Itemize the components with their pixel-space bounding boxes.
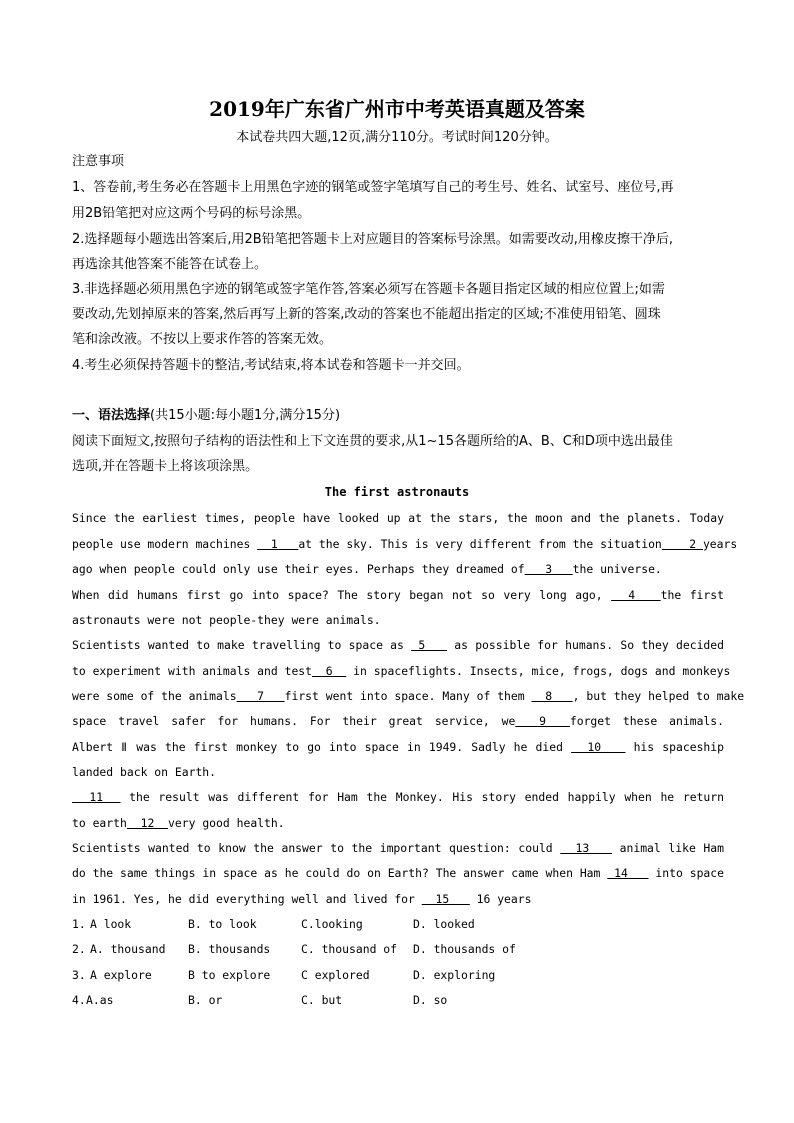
- article-line: [72, 889, 724, 909]
- answer-blank: 12: [126, 816, 169, 830]
- notice-line: 2.选择题每小题选出答案后,用2B铅笔把答题卡上对应题目的答案标号涂黑。如需要改动,用橡皮擦干净后,: [72, 232, 673, 247]
- answer-blank: 15: [421, 892, 470, 906]
- notice-line: 用2B铅笔把对应这两个号码的标号涂黑。: [72, 206, 311, 221]
- section-title: 一、语法选择: [72, 408, 151, 423]
- answer-blank: 5: [411, 638, 447, 652]
- article-text: , but they helped to make: [572, 689, 745, 703]
- article-text: 16 years: [469, 892, 532, 906]
- article-line: [72, 661, 731, 681]
- answer-blank: 2: [661, 537, 703, 551]
- article-text: into space: [648, 866, 724, 880]
- article-text: Scientists wanted to make travelling to space as: [72, 638, 412, 652]
- notice-line: 再选涂其他答案不能答在试卷上。: [72, 257, 268, 272]
- article-text: the universe.: [572, 562, 662, 576]
- option-a: A.as: [86, 993, 114, 1007]
- option-b: B to explore: [188, 968, 271, 982]
- article-text: animal like Ham: [612, 841, 724, 855]
- option-b: B. to look: [188, 917, 257, 931]
- question-number: 1.: [72, 917, 86, 931]
- answer-blank: 6: [312, 664, 347, 678]
- option-d: D. thousands of: [413, 942, 516, 956]
- option-b: B. or: [188, 993, 223, 1007]
- option-d: D. exploring: [413, 968, 496, 982]
- article-line: [72, 762, 724, 782]
- article-text: the result was different for Ham the Monkey. His story ended happily when he return: [120, 790, 724, 804]
- article-line: [72, 813, 724, 833]
- section-instruction: 阅读下面短文,按照句子结构的语法性和上下文连贯的要求,从1~15各题所给的A、B、C和D项中选出最佳: [72, 434, 673, 449]
- question-number: 4.: [72, 993, 86, 1007]
- notice-line: 笔和涂改液。不按以上要求作答的答案无效。: [72, 332, 333, 347]
- article-text: to earth: [72, 816, 127, 830]
- article-text: as possible for humans. So they decided: [446, 638, 725, 652]
- option-c: C. but: [301, 993, 343, 1007]
- option-d: D. so: [413, 993, 448, 1007]
- article-text: years: [702, 537, 738, 551]
- article-line: [72, 711, 724, 731]
- question-number: 3.: [72, 968, 86, 982]
- article-line: [72, 610, 724, 630]
- article-line: [72, 737, 724, 757]
- answer-blank: 4: [611, 588, 661, 602]
- notice-line: 3.非选择题必须用黑色字迹的钢笔或签字笔作答,答案必须写在答题卡各题目指定区域的相应位置上;如需: [72, 282, 665, 297]
- article-line: [72, 686, 745, 706]
- answer-blank: 7: [236, 689, 285, 703]
- notice-line: 1、答卷前,考生务必在答题卡上用黑色字迹的钢笔或签字笔填写自己的考生号、姓名、试室号、座位号,再: [72, 180, 674, 195]
- article-text: the first: [660, 588, 724, 602]
- page-title: 2019年广东省广州市中考英语真题及答案: [209, 97, 585, 121]
- article-line: [72, 863, 724, 883]
- article-text: very good health.: [168, 816, 285, 830]
- article-line: [72, 838, 724, 858]
- option-b: B. thousands: [188, 942, 271, 956]
- article-text: forget these animals.: [569, 714, 724, 728]
- article-text: at the sky. This is very different from the situation: [298, 537, 662, 551]
- section-instruction: 选项,并在答题卡上将该项涂黑。: [72, 459, 259, 474]
- article-text: in spaceflights. Insects, mice, frogs, dogs and monkeys: [346, 664, 731, 678]
- answer-blank: 11: [72, 790, 121, 804]
- article-text: landed back on Earth.: [72, 765, 217, 779]
- article-text: Scientists wanted to know the answer to the important question: could: [72, 841, 561, 855]
- section-note: (共15小题:每小题1分,满分15分): [150, 408, 341, 423]
- article-text: in 1961. Yes, he did everything well and lived for: [72, 892, 422, 906]
- option-c: C explored: [301, 968, 370, 982]
- article-line: [72, 508, 724, 528]
- article-text: ago when people could only use their eyes. Perhaps they dreamed of: [72, 562, 525, 576]
- article-text: Albert Ⅱ was the first monkey to go into space in 1949. Sadly he died: [72, 740, 572, 754]
- option-c: C. thousand of: [301, 942, 398, 956]
- option-c: C.looking: [301, 917, 363, 931]
- answer-blank: 3: [524, 562, 573, 576]
- answer-blank: 13: [560, 841, 613, 855]
- answer-blank: 1: [257, 537, 299, 551]
- article-text: do the same things in space as he could do on Earth? The answer came when Ham: [72, 866, 608, 880]
- answer-blank: 10: [571, 740, 626, 754]
- option-a: A. thousand: [90, 942, 166, 956]
- option-d: D. looked: [413, 917, 475, 931]
- article-text: his spaceship: [625, 740, 724, 754]
- article-text: people use modern machines: [72, 537, 258, 551]
- article-text: were some of the animals: [72, 689, 237, 703]
- section-heading: [72, 406, 724, 426]
- article-line: [72, 635, 724, 655]
- notice-line: 要改动,先划掉原来的答案,然后再写上新的答案,改动的答案也不能超出指定的区域;不准使用铅笔、圆珠: [72, 307, 661, 322]
- article-text: first went into space. Many of them: [284, 689, 532, 703]
- option-a: A explore: [90, 968, 152, 982]
- notice-line: 4.考生必须保持答题卡的整洁,考试结束,将本试卷和答题卡一并交回。: [72, 358, 470, 373]
- article-text: astronauts were not people-they were animals.: [72, 613, 381, 627]
- page-subtitle: 本试卷共四大题,12页,满分110分。考试时间120分钟。: [236, 130, 558, 145]
- option-a: A look: [90, 917, 132, 931]
- notice-heading: 注意事项: [72, 154, 125, 169]
- article-line: [72, 585, 724, 605]
- article-text: to experiment with animals and test: [72, 664, 313, 678]
- answer-blank: 9: [515, 714, 570, 728]
- article-line: [72, 534, 738, 554]
- answer-blank: 8: [531, 689, 573, 703]
- article-title: The first astronauts: [324, 485, 470, 499]
- article-line: [72, 559, 724, 579]
- article-text: Since the earliest times, people have looked up at the stars, the moon and the planets. Today: [72, 511, 724, 525]
- answer-blank: 14: [607, 866, 649, 880]
- question-number: 2.: [72, 942, 86, 956]
- article-line: [72, 787, 724, 807]
- article-text: When did humans first go into space? The story began not so very long ago,: [72, 588, 612, 602]
- article-text: space travel safer for humans. For their great service, we: [72, 714, 516, 728]
